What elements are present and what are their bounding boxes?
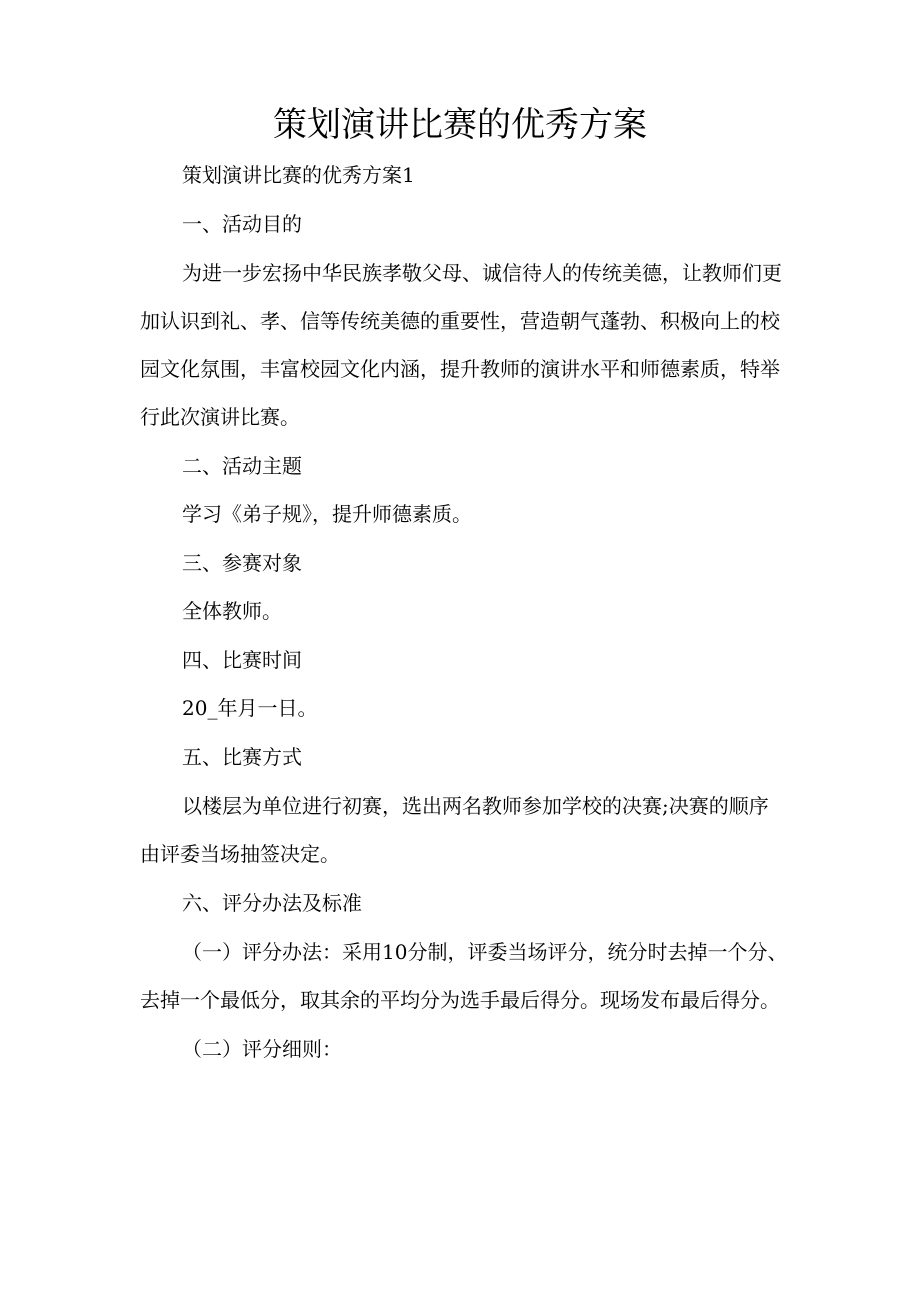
section-heading-theme: 二、活动主题	[182, 454, 302, 478]
section-heading-participants: 三、参赛对象	[182, 551, 302, 575]
paragraph-line: 去掉一个最低分，取其余的平均分为选手最后得分。现场发布最后得分。	[140, 988, 780, 1012]
section-heading-purpose: 一、活动目的	[182, 212, 302, 236]
paragraph-line: 以楼层为单位进行初赛，选出两名教师参加学校的决赛;决赛的顺序	[182, 794, 769, 818]
paragraph-line: 为进一步宏扬中华民族孝敬父母、诚信待人的传统美德，让教师们更	[182, 261, 782, 285]
section-heading-time: 四、比赛时间	[182, 648, 302, 672]
section-heading-format: 五、比赛方式	[182, 745, 302, 769]
paragraph-line: 行此次演讲比赛。	[140, 405, 300, 429]
section-text-participants: 全体教师。	[182, 599, 282, 623]
section-text-time: 20_年月一日。	[182, 696, 318, 720]
paragraph-line: 园文化氛围，丰富校园文化内涵，提升教师的演讲水平和师德素质，特举	[140, 357, 780, 381]
scoring-detail-heading: （二）评分细则：	[182, 1037, 342, 1061]
document-title: 策划演讲比赛的优秀方案	[273, 105, 647, 145]
paragraph-line: 加认识到礼、孝、信等传统美德的重要性，营造朝气蓬勃、积极向上的校	[140, 309, 780, 333]
paragraph-line: 由评委当场抽签决定。	[140, 842, 340, 866]
paragraph-line: （一）评分办法：采用10分制，评委当场评分，统分时去掉一个分、	[182, 940, 788, 964]
subtitle: 策划演讲比赛的优秀方案1	[182, 163, 415, 187]
section-heading-scoring: 六、评分办法及标准	[182, 891, 362, 915]
section-text-theme: 学习《弟子规》，提升师德素质。	[182, 502, 472, 526]
